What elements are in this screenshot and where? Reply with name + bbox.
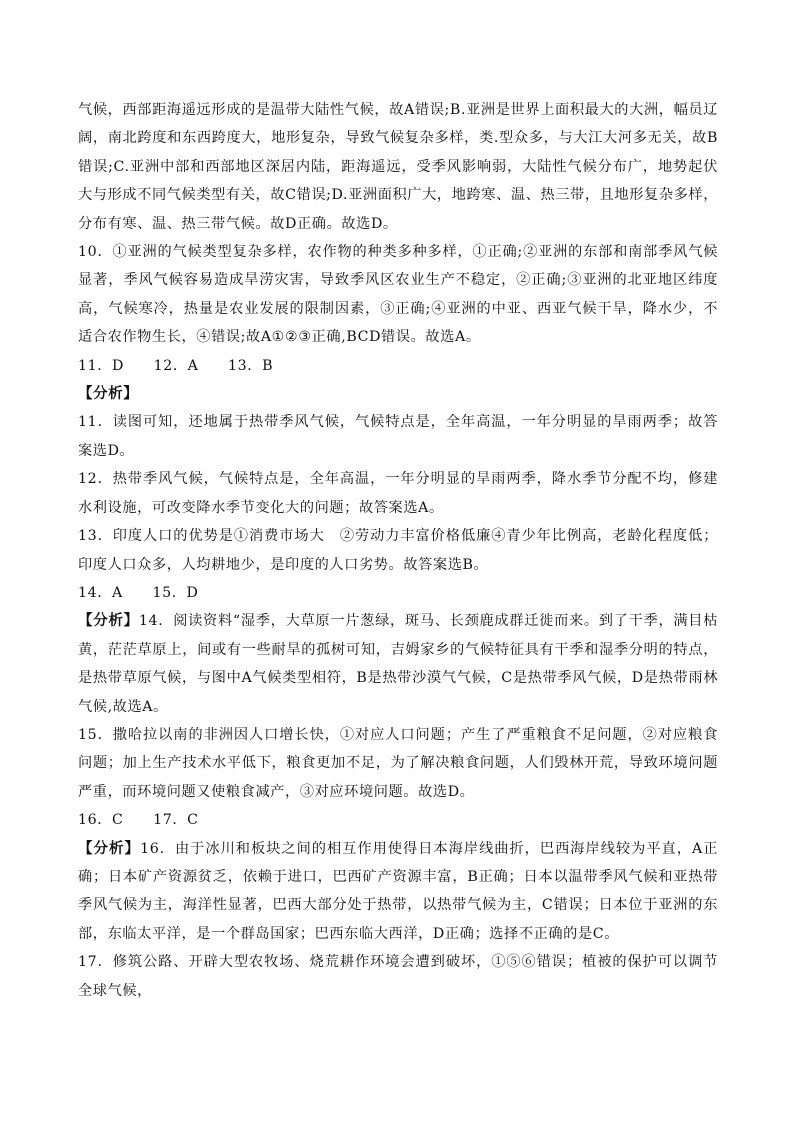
paragraph-text: 气候，西部距海遥远形成的是温带大陆性气候，故A错误;B.亚洲是世界上面积最大的大洲，幅员辽阔，南北跨度和东西跨度大，地形复杂，导致气候复杂多样，类.型众多，与大江大河多无关，故B错误;C.亚洲中部和西部地区深居内陆，距海遥远，受季风影响弱，大陆性气候分布广，地势起伏大与形成不同气候类型有关，故C错误;D.亚洲面积广大，地跨寒、温、热三带，且地形复杂多样，分布有寒、温、热三带气候。故D正确。故选D。 bbox=[78, 102, 718, 232]
analysis-label: 【分析】 bbox=[78, 840, 141, 857]
paragraph-answer-14 bbox=[78, 607, 718, 721]
answer-key-text: 14．A 15．D bbox=[78, 584, 199, 601]
paragraph-answer-9-continued bbox=[78, 96, 718, 238]
paragraph-answer-16 bbox=[78, 835, 718, 949]
analysis-label: 【分析】 bbox=[78, 386, 139, 403]
paragraph-text: 11．读图可知，还地属于热带季风气候，气候特点是，全年高温，一年分明显的旱雨两季；故答案选D。 bbox=[78, 414, 718, 459]
paragraph-text: 14．阅读资料“湿季，大草原一片葱绿，斑马、长颈鹿成群迁徙而来。到了干季，满目枯黄，茫茫草原上，间或有一些耐旱的孤树可知，吉姆家乡的气候特征具有干季和湿季分明的特点，是热带草原气候，与图中A气候类型相符，B是热带沙漠气气候，C是热带季风气候，D是热带雨林气候,故选A。 bbox=[78, 613, 719, 715]
paragraph-text: 12．热带季风气候，气候特点是，全年高温，一年分明显的旱雨两季，降水季节分配不均，修建水利设施，可改变降水季节变化大的问题；故答案选A。 bbox=[78, 471, 718, 516]
paragraph-text: 15．撒哈拉以南的非洲因人口增长快，①对应人口问题；产生了严重粮食不足问题，②对应粮食问题；加上生产技术水平低下，粮食更加不足，为了解决粮食问题，人们毁林开荒，导致环境问题严重，而环境问题又使粮食减产，③对应环境问题。故选D。 bbox=[78, 726, 718, 800]
paragraph-text: 16．由于冰川和板块之间的相互作用使得日本海岸线曲折，巴西海岸线较为平直，A正确；日本矿产资源贫乏，依赖于进口，巴西矿产资源丰富，B正确；日本以温带季风气候和亚热带季风气候为主，海洋性显著，巴西大部分处于热带，以热带气候为主，C错误；日本位于亚洲的东部，东临太平洋，是一个群岛国家；巴西东临大西洋，D正确；选择不正确的是C。 bbox=[78, 840, 718, 942]
paragraph-text: 10．①亚洲的气候类型复杂多样，农作物的种类多种多样，①正确;②亚洲的东部和南部季风气候显著，季风气候容易造成旱涝灾害，导致季风区农业生产不稳定，②正确;③亚洲的北亚地区纬度高，气候寒冷，热量是农业发展的限制因素，③正确;④亚洲的中亚、西亚气候干旱，降水少，不适合农作物生长，④错误;故A①②③正确,BCD错误。故选A。 bbox=[78, 244, 718, 346]
analysis-heading bbox=[78, 380, 718, 408]
paragraph-answer-17 bbox=[78, 948, 718, 1005]
paragraph-answer-15 bbox=[78, 721, 718, 806]
answer-key-text: 16．C 17．C bbox=[78, 812, 199, 829]
paragraph-answer-13 bbox=[78, 522, 718, 579]
paragraph-text: 17．修筑公路、开辟大型农牧场、烧荒耕作环境会遭到破坏，①⑤⑥错误；植被的保护可以调节全球气候， bbox=[78, 954, 718, 999]
answer-key-16-17 bbox=[78, 806, 718, 834]
paragraph-answer-11 bbox=[78, 408, 718, 465]
paragraph-answer-12 bbox=[78, 465, 718, 522]
document-body bbox=[78, 96, 718, 1005]
answer-key-14-15 bbox=[78, 579, 718, 607]
paragraph-text: 13．印度人口的优势是①消费市场大 ②劳动力丰富价格低廉④青少年比例高，老龄化程度低；印度人口众多，人均耕地少，是印度的人口劣势。故答案选B。 bbox=[78, 528, 718, 573]
paragraph-answer-10 bbox=[78, 238, 718, 352]
answer-key-11-13 bbox=[78, 352, 718, 380]
answer-key-text: 11．D 12．A 13．B bbox=[78, 357, 274, 374]
analysis-label: 【分析】 bbox=[78, 613, 139, 630]
